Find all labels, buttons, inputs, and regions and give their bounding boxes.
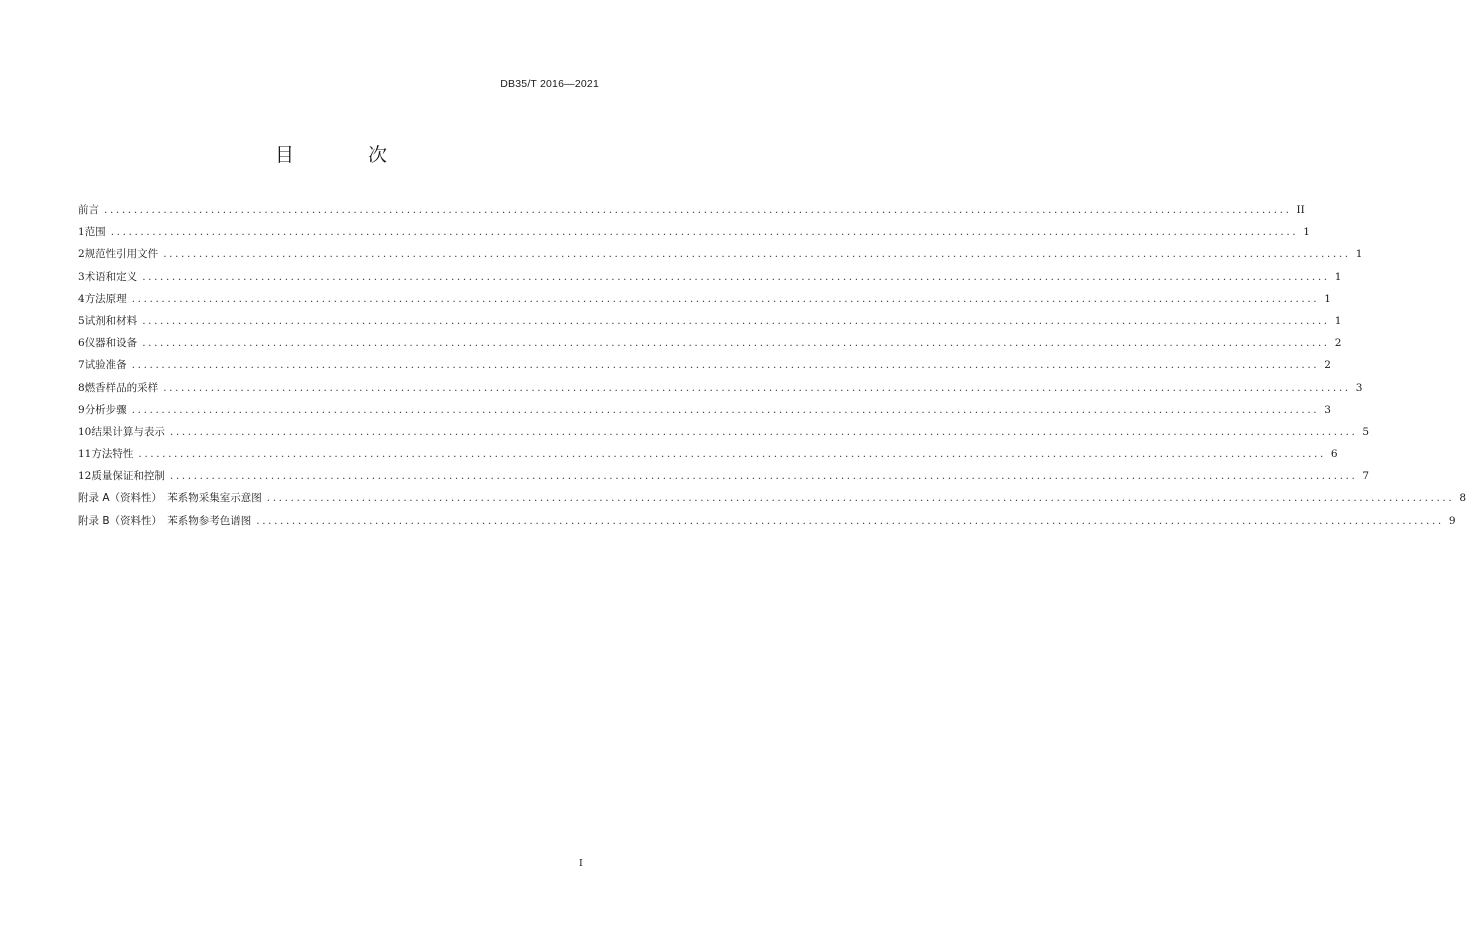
toc-entry-number: 6 [78, 337, 85, 350]
toc-entry-appendix-b[interactable] [78, 510, 1456, 532]
toc-entry-number: 1 [78, 226, 85, 239]
toc-leader-dots: ........................................................................................................................................................................................................ [131, 292, 1320, 305]
toc-entry-9[interactable] [78, 399, 1331, 421]
toc-entry-label: 试验准备 [84, 359, 127, 372]
toc-leader-dots: ........................................................................................................................................................................................................ [131, 403, 1320, 416]
toc-leader-dots: ........................................................................................................................................................................................................ [169, 470, 1358, 483]
toc-leader-dots: ........................................................................................................................................................................................................ [138, 448, 1326, 461]
toc-entry-number: 7 [78, 359, 85, 372]
toc-entry-page: II [1296, 204, 1305, 216]
toc-entry-number: 12 [78, 470, 92, 483]
toc-entry-page: 1 [1303, 226, 1310, 239]
toc-entry-number: 3 [78, 270, 85, 283]
toc-entry-label: 结果计算与表示 [91, 425, 165, 438]
toc-entry-label: 附录 B（资料性） 苯系物参考色谱图 [78, 514, 252, 527]
toc-entry-2[interactable] [78, 243, 1363, 265]
toc-entry-number: 8 [78, 381, 85, 394]
page-number: I [579, 858, 583, 869]
toc-entry-page: 2 [1324, 359, 1331, 372]
toc-entry-label: 附录 A（资料性） 苯系物采集室示意图 [78, 492, 262, 505]
toc-leader-dots: ........................................................................................................................................................................................................ [142, 337, 1330, 350]
toc-entry-label: 燃香样品的采样 [84, 381, 159, 394]
toc-entry-12[interactable] [78, 465, 1370, 487]
toc-entry-label: 仪器和设备 [84, 337, 138, 350]
toc-entry-page: 1 [1355, 248, 1363, 261]
toc-entry-number: 9 [78, 403, 85, 416]
toc-entry-6[interactable] [78, 332, 1342, 354]
toc-entry-11[interactable] [78, 443, 1338, 465]
toc-leader-dots: ........................................................................................................................................................................................................ [163, 248, 1351, 261]
toc-leader-dots: ........................................................................................................................................................................................................ [131, 359, 1320, 372]
toc-leader-dots: ........................................................................................................................................................................................................ [142, 314, 1330, 327]
toc-entry-label: 范围 [84, 226, 106, 239]
toc-entry-preface[interactable] [78, 199, 1305, 221]
toc-entry-appendix-a[interactable] [78, 487, 1466, 509]
toc-leader-dots: ........................................................................................................................................................................................................ [163, 381, 1351, 394]
toc-entry-page: 3 [1324, 403, 1331, 416]
toc-entry-page: 1 [1334, 270, 1342, 283]
toc-entry-5[interactable] [78, 310, 1342, 332]
toc-leader-dots: ........................................................................................................................................................................................................ [142, 270, 1330, 283]
toc-entry-page: 3 [1355, 381, 1363, 394]
toc-entry-label: 术语和定义 [84, 270, 138, 283]
document-code: DB35/T 2016—2021 [500, 78, 599, 90]
toc-entry-page: 1 [1324, 292, 1331, 305]
toc-entry-number: 11 [78, 448, 92, 461]
toc-entry-page: 9 [1448, 514, 1456, 527]
toc-entry-label: 规范性引用文件 [84, 248, 159, 261]
toc-leader-dots: ........................................................................................................................................................................................................ [169, 425, 1358, 438]
toc-leader-dots: ........................................................................................................................................................................................................ [104, 204, 1292, 216]
toc-entry-page: 7 [1362, 470, 1370, 483]
toc-entry-number: 2 [78, 248, 85, 261]
toc-entry-label: 前言 [78, 204, 99, 216]
toc-entry-10[interactable] [78, 421, 1370, 443]
toc-entry-label: 方法特性 [91, 448, 134, 461]
toc-entry-number: 5 [78, 314, 85, 327]
toc-title: 目 次 [274, 144, 422, 166]
toc-leader-dots: ........................................................................................................................................................................................................ [266, 492, 1455, 505]
toc-entry-number: 4 [78, 292, 85, 305]
toc-entry-7[interactable] [78, 354, 1331, 376]
toc-entry-label: 方法原理 [84, 292, 127, 305]
toc-leader-dots: ........................................................................................................................................................................................................ [110, 226, 1299, 239]
toc-entry-label: 质量保证和控制 [91, 470, 165, 483]
toc-entry-3[interactable] [78, 266, 1342, 288]
toc-entry-page: 2 [1334, 337, 1342, 350]
toc-entry-8[interactable] [78, 377, 1363, 399]
table-of-contents [78, 199, 1466, 532]
toc-entry-page: 6 [1330, 448, 1338, 461]
toc-entry-page: 1 [1334, 314, 1342, 327]
toc-entry-1[interactable] [78, 221, 1310, 243]
toc-leader-dots: ........................................................................................................................................................................................................ [256, 514, 1444, 527]
toc-entry-page: 8 [1459, 492, 1466, 505]
toc-entry-label: 分析步骤 [84, 403, 127, 416]
toc-entry-4[interactable] [78, 288, 1331, 310]
toc-entry-number: 10 [78, 425, 92, 438]
toc-entry-page: 5 [1362, 425, 1370, 438]
toc-entry-label: 试剂和材料 [84, 314, 138, 327]
